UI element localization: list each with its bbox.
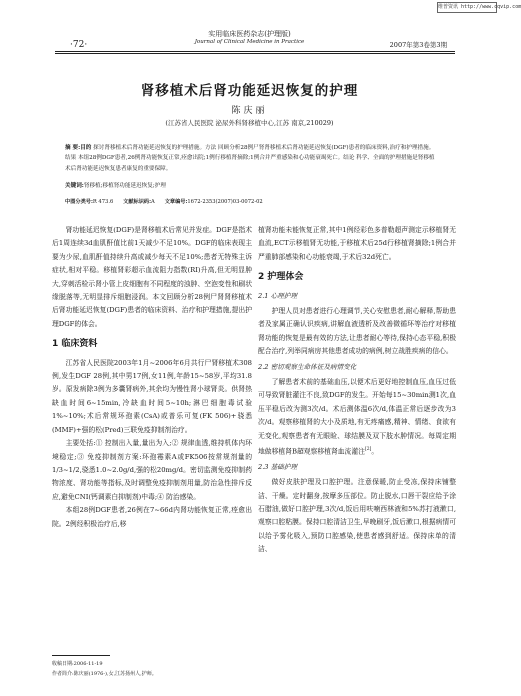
footnote-author: 作者简介:陈庆丽(1976-),女,江苏扬州人,护师。 — [52, 671, 157, 677]
classification-line — [65, 198, 465, 205]
issue-info: 2007年第3卷第3期 — [389, 41, 447, 49]
keywords-label: 关键词: — [65, 183, 84, 189]
vitals-end: 。 — [371, 447, 379, 456]
header-rule — [55, 51, 455, 52]
outcome-paragraph: 植肾功能未能恢复正常,其中1例经彩色多普勒超声测定示移植肾无血流,ECT示移植肾无功能,于移植术后25d行移植肾摘除;1例合并严重肺部感染和心功能衰竭,于术后32d死亡。 — [258, 226, 456, 261]
subsection-heading-basic: 2.3 基础护理 — [258, 462, 297, 471]
doc-code-label: 文献标识码: — [123, 199, 152, 205]
footnote-rule — [52, 655, 110, 656]
journal-title-en: Journal of Clinical Medicine in Practice — [194, 39, 305, 45]
abstract-label: 摘 要:目的 — [65, 145, 92, 151]
author-affiliation: (江苏省人民医院 泌尿外科肾移植中心,江苏 南京,210029) — [165, 119, 334, 127]
citation-ref: [2] — [364, 447, 372, 453]
article-id-value: 1672-2353(2007)03-0072-02 — [187, 199, 263, 205]
article-id-label: 文章编号: — [164, 199, 188, 205]
abstract — [65, 143, 435, 174]
section-heading-clinical: 1 临床资料 — [52, 339, 98, 350]
keywords-text: 肾移植;移植肾功能延迟恢复;护理 — [83, 183, 166, 189]
vitals-text: 了解患者术前的基础血压,以便术后更好地控制血压,血压过低可导致肾脏灌注不良,致DGF的发生。开始每15~30min测1次,血压平稳后改为测3次/d。术后测体温6次/d,体温正常后逐步改为3次/d。观察移植肾的大小及质地,有无疼痛感,精神、情绪、食欲有无变化,观察患者有无眼睑、球结膜及双下肢水肿情况。每周定期地做移植肾B超观察移植肾血流灌注 — [258, 378, 456, 456]
journal-title-cn: 实用临床医药杂志(护理版) — [208, 30, 291, 38]
article-title: 肾移植术后肾功能延迟恢复的护理 — [140, 83, 359, 99]
section-heading-nursing: 2 护理体会 — [258, 272, 304, 283]
keywords — [65, 181, 435, 189]
vitals-paragraph — [258, 376, 456, 459]
footnote-received: 收稿日期:2006-11-19 — [52, 661, 103, 667]
intro-paragraph: 肾功能延迟恢复(DGF)是肾移植术后常见并发症。DGF是指术后1周连续3d血肌酐值比前1天减少不足10%。DGF的临床表现主要为少尿,血肌酐值持续升高或减少每天不足10%;患者无特殊主诉症状,相对平稳。移植肾彩超示血流阻力指数(RI)升高,但无明显肿大,穿刺活检示肾小管上皮细胞有不同程度的浊肿、空泡变性和刷状缘脱落等,无明显排斥细胞浸润。本文回顾分析28例尸肾肾移植术后肾功能延迟恢复(DGF)患者的临床资料、治疗和护理措施,提出护理DGF的体会。 — [52, 226, 252, 328]
doc-code-value: A — [151, 199, 155, 205]
page-number: ·72· — [70, 40, 88, 50]
header-rule-thin — [55, 53, 455, 54]
left-column — [52, 224, 252, 531]
right-column — [258, 224, 456, 557]
author-name: 陈庆丽 — [231, 106, 268, 116]
watermark-stamp: 维普资讯 http://www.cqvip.com — [437, 2, 497, 13]
clc-label: 中图分类号: — [65, 199, 93, 205]
abstract-text: 探讨肾移植术后肾功能延迟恢复的护理措施。方法 回顾分析28例尸肾肾移植术后肾功能延迟恢复(DGF)患者的临床资料,治疗和护理措施。结果 本组28例DGF患者,26例肾功能恢复正常,痊愈出院;1例行移植肾摘除;1例合并严重感染和心功能衰竭死亡。结论 科学、全面的护理措施是肾移植术后肾功能延迟恢复患者康复的重要保障。 — [65, 145, 435, 172]
basic-care-paragraph: 做好皮肤护理及口腔护理。注意保暖,防止受冻,保持床铺整洁、干燥。定时翻身,按摩多压部位。防止脱水,口唇干裂应给予涂石腊油,做好口腔护理,3次/d,饭后用呋喃西林液和5%苏打液漱口,观察口腔粘膜。保持口腔清洁卫生,早晚刷牙,饭后漱口,根据病情可以给予雾化吸入,预防口腔感染,使患者感到舒适。保持床单的清洁、 — [258, 478, 456, 554]
psych-care-paragraph: 护理人员对患者进行心理调节,关心安慰患者,耐心解释,帮助患者及家属正确认识疾病,讲解血液透析及改善微循环等治疗对移植肾功能的恢复是最有效的方法,让患者耐心等待,保持心态平稳,积极配合治疗,列举同病房其他患者成功的病例,树立战胜疾病的信心。 — [258, 307, 456, 356]
subsection-heading-psych: 2.1 心理护理 — [258, 291, 297, 300]
clinical-paragraph-1: 江苏省人民医院2003年1月~2006年6月共行尸肾移植术308例,发生DGF 28例,其中男17例,女11例,年龄15~58岁,平均31.8岁。原发病除3例为多囊肾病外,其余均为慢性肾小球肾炎。供肾热缺血时间6~15min,冷缺血时间5~10h;淋巴细胞毒试验1%~10%;术后常规环孢素(CsA)或普乐可复(FK 506)+骁悉(MMF)+强的松(Pred)三联免疫抑制剂治疗。 — [52, 358, 252, 434]
clinical-paragraph-3: 本组28例DGF患者,26例在7~66d内肾功能恢复正常,痊愈出院。2例经积极治疗后,移 — [52, 506, 252, 528]
clc-value: R 473.6 — [92, 199, 114, 205]
subsection-heading-vitals: 2.2 密切观察生命体征及病情变化 — [258, 362, 357, 371]
clinical-paragraph-2: 主要处括:① 控制出入量,量出为入;② 规律血透,维持机体内环境稳定;③ 免疫抑制剂方案:环孢霉素A或FK506按常规剂量的1/3~1/2,骁悉1.0~2.0g/d,强的松20mg/d。密切监测免疫抑制药物浓度、肾功能等指标,及时调整免疫抑制剂用量,防治急性排斥反应,避免CNI(钙调素白抑制剂)中毒;④ 防治感染。 — [52, 439, 252, 501]
